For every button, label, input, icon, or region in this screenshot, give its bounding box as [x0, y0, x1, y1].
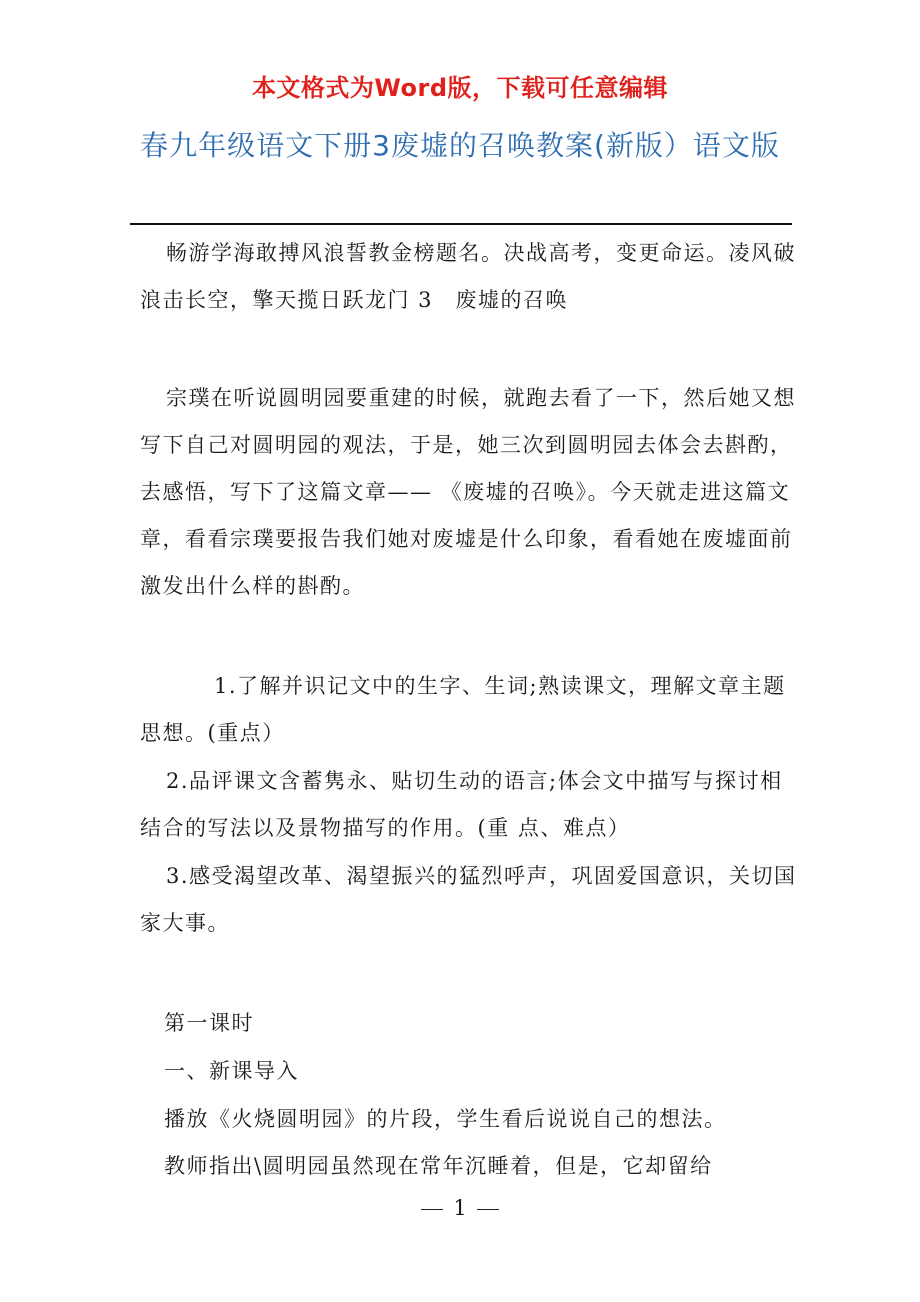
body-line: 播放《火烧圆明园》的片段，学生看后说说自己的想法。 — [164, 1107, 727, 1131]
page-footer — [0, 1196, 920, 1220]
background-paragraph: 宗璞在听说圆明园要重建的时候，就跑去看了一下，然后她又想写下自己对圆明园的观法，于是，她三次到圆明园去体会去斟酌，去感悟，写下了这篇文章—— 《废墟的召唤》。今天就走进这篇文章，看看宗璞要报告我们她对废墟是什么印象，看看她在废墟面前激发出什么样的斟酌。 — [140, 386, 796, 598]
lesson-heading: 第一课时 — [164, 1011, 254, 1035]
format-banner: 本文格式为Word版，下载可任意编辑 — [251, 74, 669, 102]
objective-3: 3.感受渴望改革、渴望振兴的猛烈呼声，巩固爱国意识，关切国家大事。 — [140, 864, 797, 935]
footer-dash-left — [421, 1209, 443, 1210]
section-heading: 一、新课导入 — [164, 1059, 299, 1083]
objective-1: 1.了解并识记文中的生字、生词;熟读课文，理解文章主题思想。(重点） — [140, 674, 786, 745]
body-line: 教师指出\圆明园虽然现在常年沉睡着，但是，它却留给 — [164, 1154, 713, 1178]
page-number: 1 — [453, 1196, 467, 1220]
footer-dash-right — [477, 1209, 499, 1210]
document-title: 春九年级语文下册3废墟的召唤教案(新版）语文版 — [140, 129, 780, 162]
title-divider — [130, 223, 792, 225]
intro-paragraph: 畅游学海敢搏风浪誓教金榜题名。决战高考，变更命运。凌风破浪击长空，擎天揽日跃龙门 3 废墟的召唤 — [140, 241, 796, 312]
objective-2: 2.品评课文含蓄隽永、贴切生动的语言;体会文中描写与探讨相结合的写法以及景物描写的作用。(重 点、难点） — [140, 769, 783, 840]
